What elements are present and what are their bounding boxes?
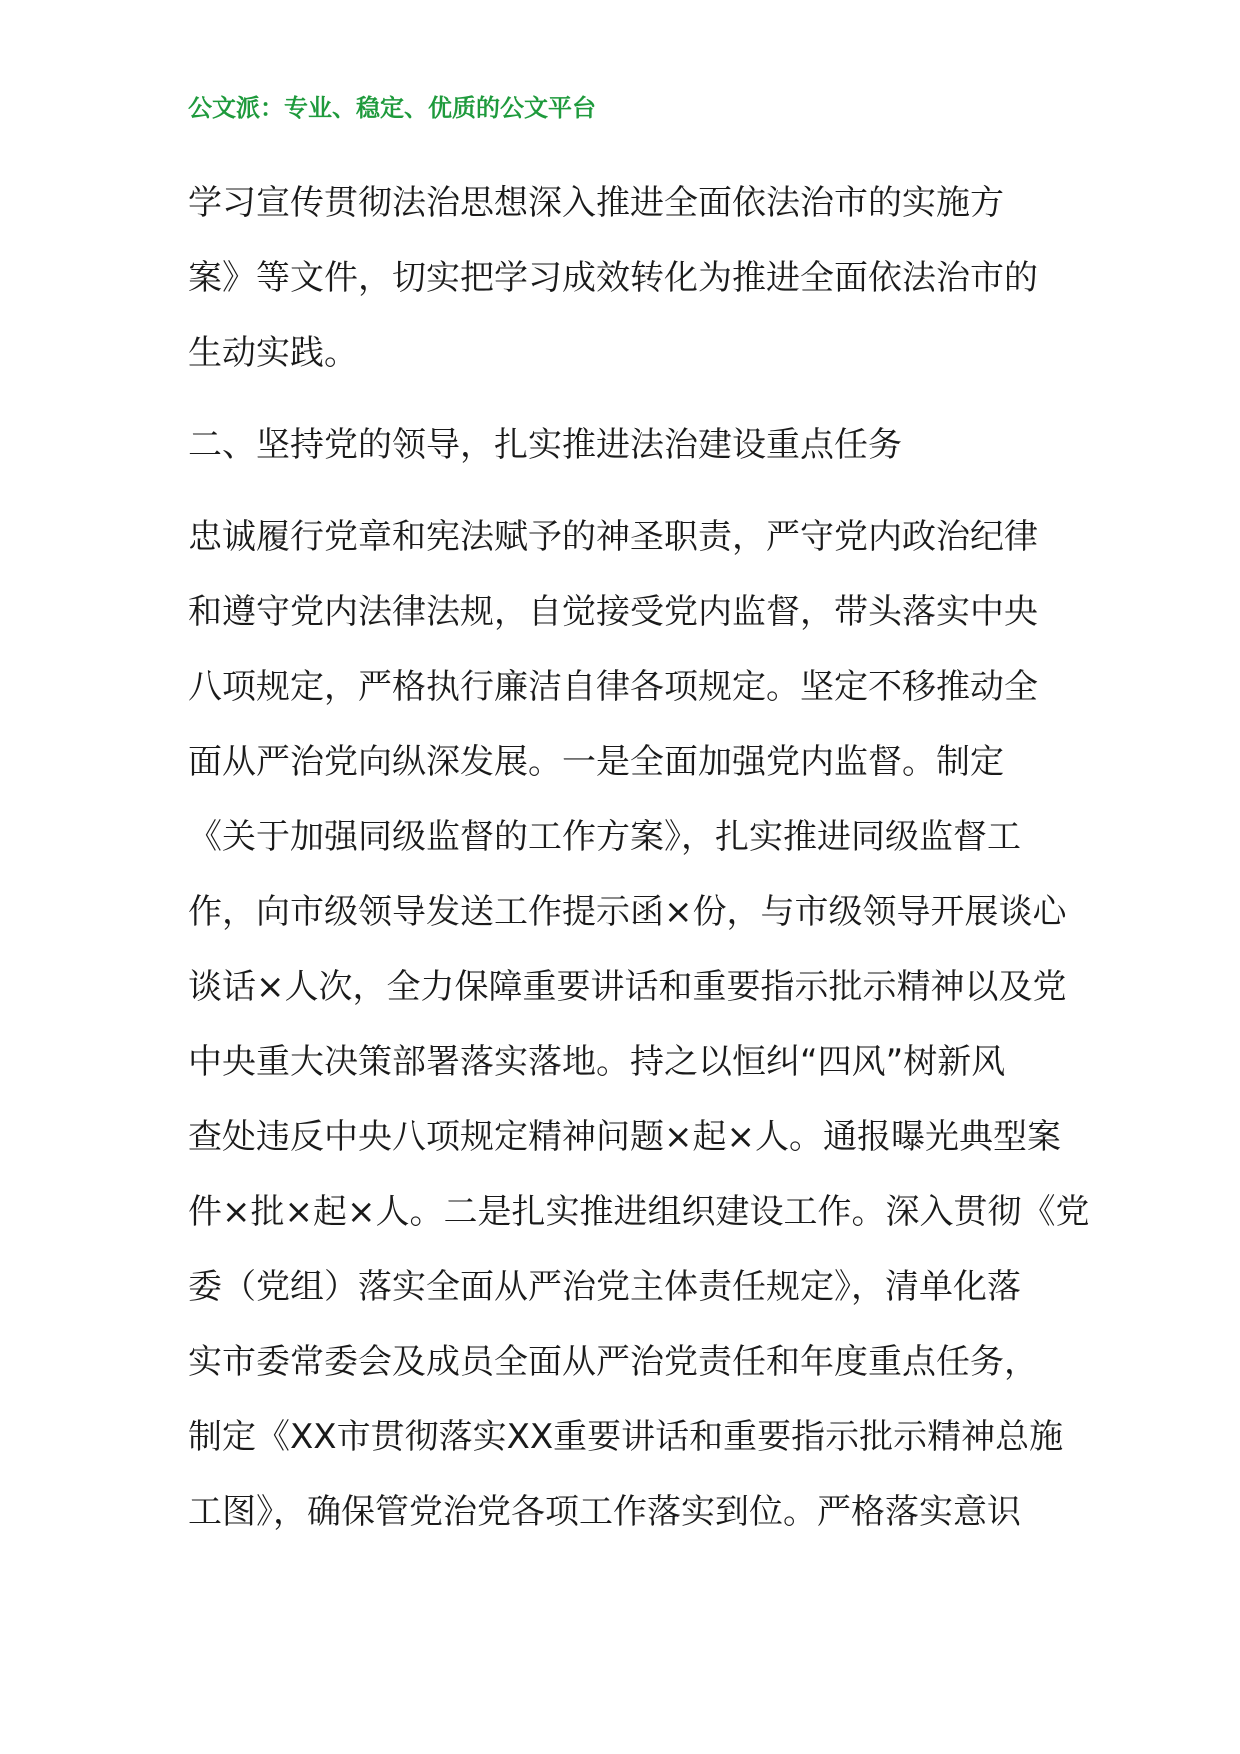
body-line: 忠诚履行党章和宪法赋予的神圣职责，严守党内政治纪律 — [188, 517, 1038, 557]
body-line: 和遵守党内法律法规，自觉接受党内监督，带头落实中央 — [188, 592, 1038, 632]
body-line: 案》等文件，切实把学习成效转化为推进全面依法治市的 — [188, 258, 1038, 298]
body-line: 查处违反中央八项规定精神问题×起×人。通报曝光典型案 — [188, 1117, 1061, 1157]
body-line: 谈话×人次，全力保障重要讲话和重要指示批示精神以及党 — [188, 967, 1067, 1007]
body-line: 委（党组）落实全面从严治党主体责任规定》，清单化落 — [188, 1267, 1021, 1307]
body-line: 作，向市级领导发送工作提示函×份，与市级领导开展谈心 — [188, 892, 1067, 932]
body-line: 学习宣传贯彻法治思想深入推进全面依法治市的实施方 — [188, 183, 1004, 223]
document-body — [188, 166, 1090, 1550]
body-line: 《关于加强同级监督的工作方案》，扎实推进同级监督工 — [188, 817, 1021, 857]
body-line: 件×批×起×人。二是扎实推进组织建设工作。深入贯彻《党 — [188, 1192, 1090, 1232]
body-line: 工图》，确保管党治党各项工作落实到位。严格落实意识 — [188, 1492, 1021, 1532]
body-line: 中央重大决策部署落实落地。持之以恒纠“四风”树新风 — [188, 1042, 1006, 1082]
body-line: 实市委常委会及成员全面从严治党责任和年度重点任务， — [188, 1342, 1038, 1382]
body-line: 制定《XX市贯彻落实XX重要讲话和重要指示批示精神总施 — [188, 1417, 1064, 1457]
body-line: 面从严治党向纵深发展。一是全面加强党内监督。制定 — [188, 742, 1004, 782]
section-heading: 二、坚持党的领导，扎实推进法治建设重点任务 — [188, 425, 902, 465]
body-line: 生动实践。 — [188, 333, 358, 373]
page-header: 公文派：专业、稳定、优质的公文平台 — [188, 94, 596, 122]
body-line: 八项规定，严格执行廉洁自律各项规定。坚定不移推动全 — [188, 667, 1038, 707]
